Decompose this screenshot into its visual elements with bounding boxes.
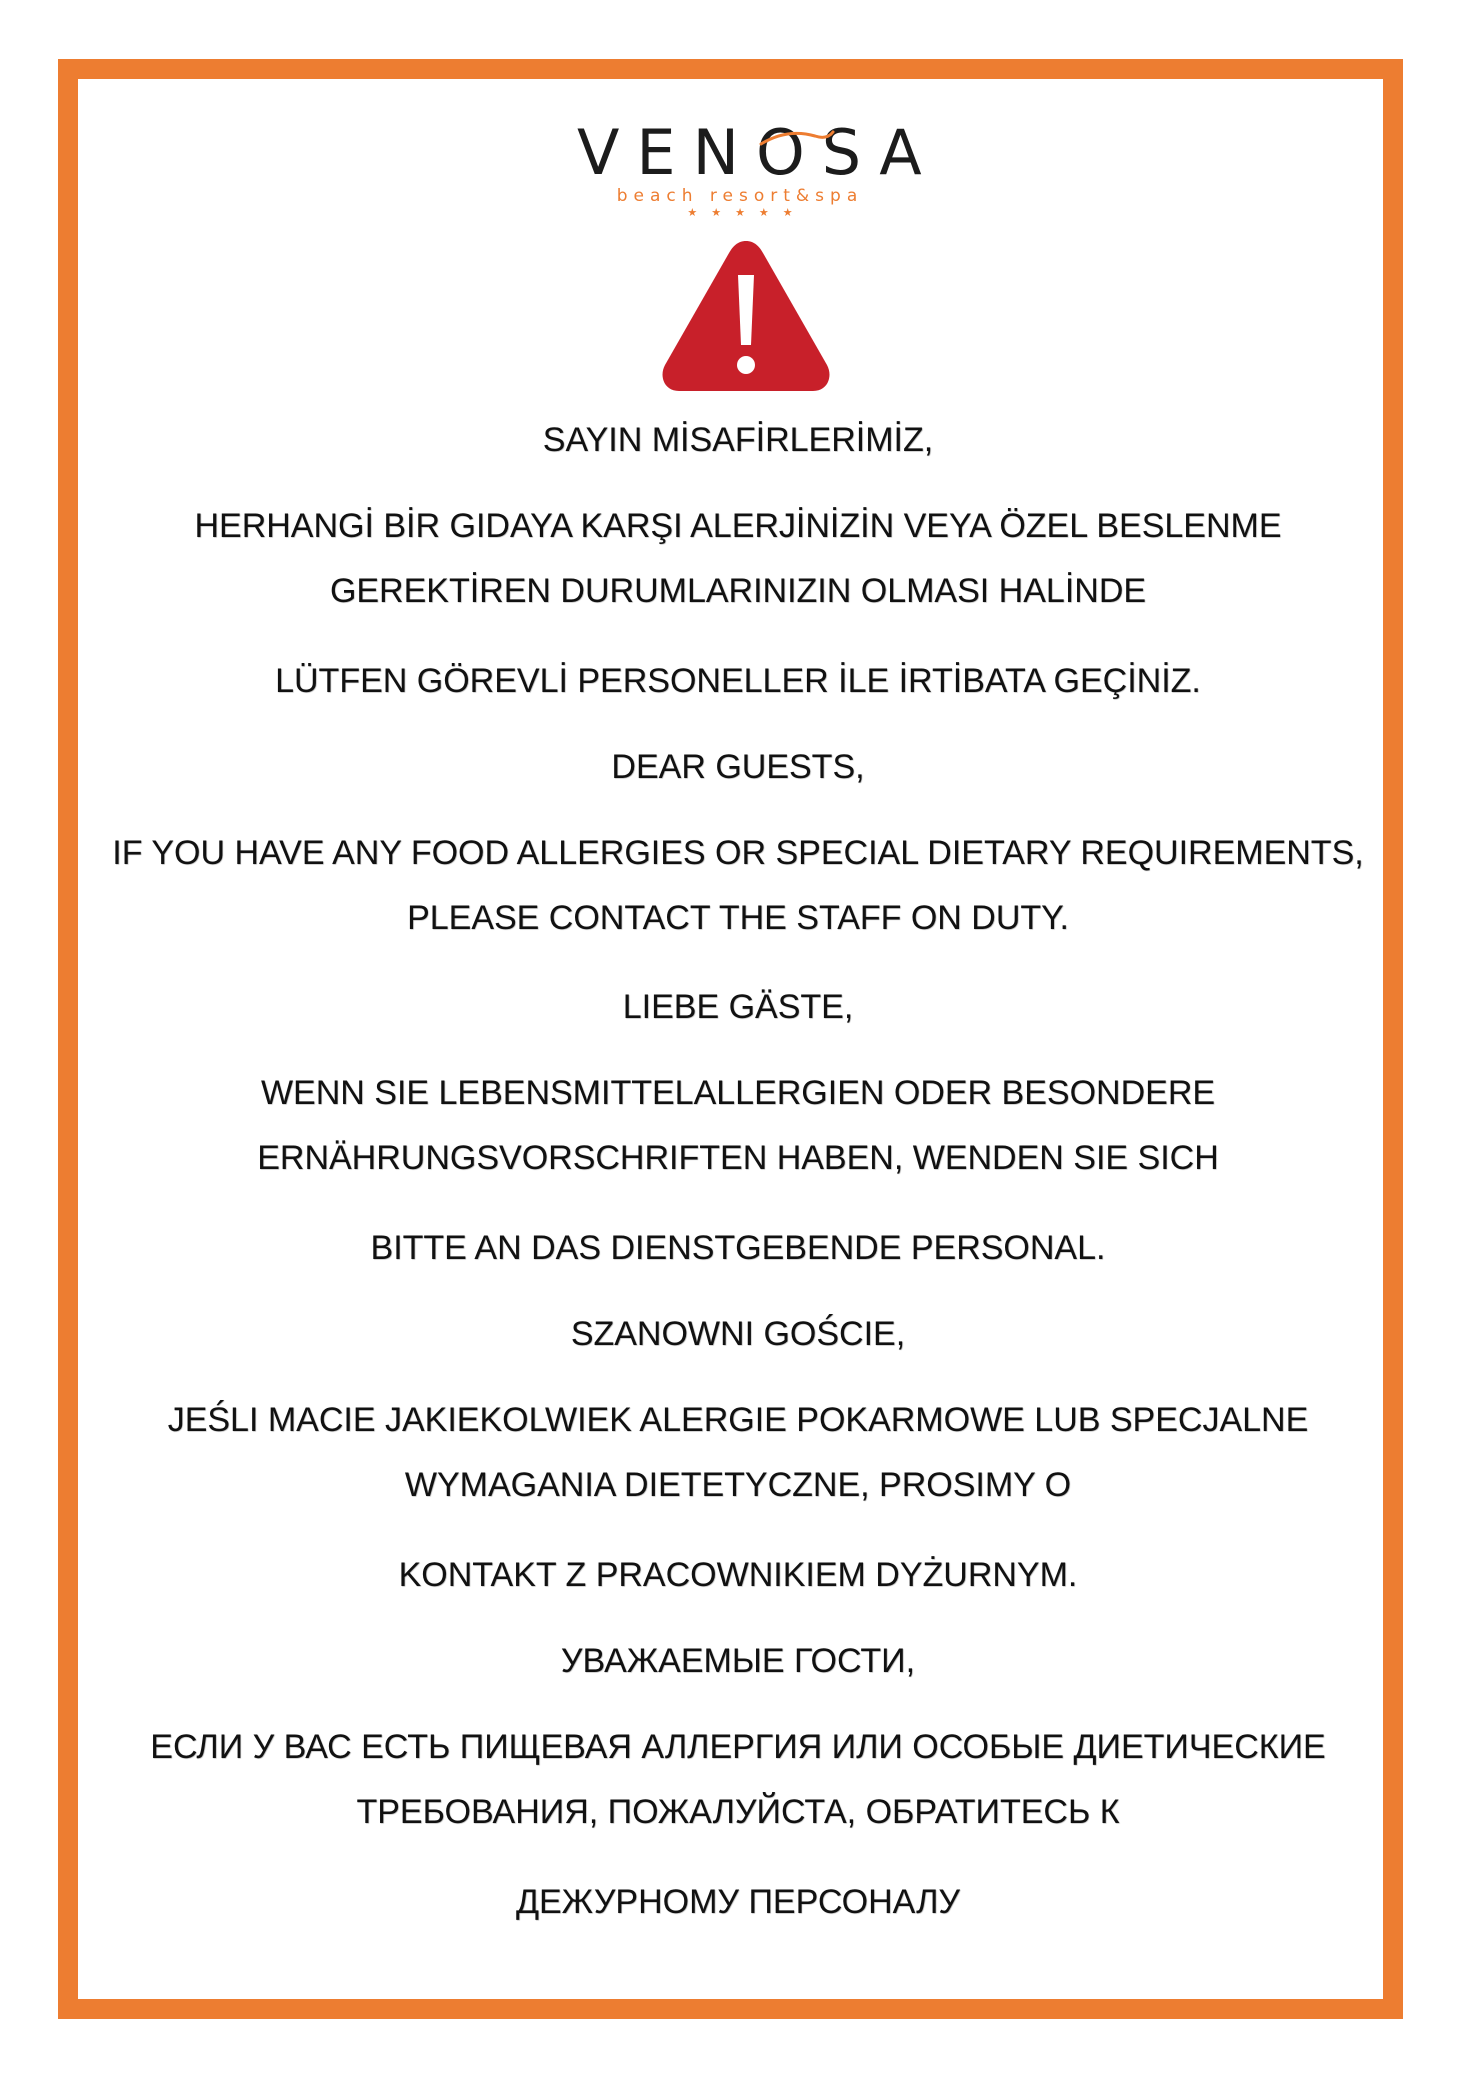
german-line-1: WENN SIE LEBENSMITTELALLERGIEN ODER BESONDERE (260, 1074, 1216, 1112)
logo-swoosh-icon (757, 126, 837, 150)
warning-triangle-icon (655, 233, 837, 399)
logo-wordmark: VENOSA (577, 116, 939, 189)
venosa-logo (560, 116, 939, 228)
turkish-greeting: SAYIN MİSAFİRLERİMİZ, (542, 421, 934, 459)
english-greeting: DEAR GUESTS, (611, 748, 865, 786)
logo-stars: ★★★★★ (687, 207, 807, 219)
polish-line-1: JEŚLI MACIE JAKIEKOLWIEK ALERGIE POKARMOWE LUB SPECJALNE (167, 1401, 1309, 1439)
german-line-3: BITTE AN DAS DIENSTGEBENDE PERSONAL. (370, 1229, 1106, 1267)
russian-line-3: ДЕЖУРНОМУ ПЕРСОНАЛУ (515, 1883, 961, 1921)
german-line-2: ERNÄHRUNGSVORSCHRIFTEN HABEN, WENDEN SIE SICH (257, 1139, 1219, 1177)
english-line-1: IF YOU HAVE ANY FOOD ALLERGIES OR SPECIAL DIETARY REQUIREMENTS, (112, 834, 1364, 872)
polish-greeting: SZANOWNI GOŚCIE, (570, 1315, 906, 1353)
russian-line-1: ЕСЛИ У ВАС ЕСТЬ ПИЩЕВАЯ АЛЛЕРГИЯ ИЛИ ОСОБЫЕ ДИЕТИЧЕСКИЕ (150, 1728, 1326, 1766)
polish-line-2: WYMAGANIA DIETETYCZNE, PROSIMY O (404, 1466, 1072, 1504)
polish-line-3: KONTAKT Z PRACOWNIKIEM DYŻURNYM. (398, 1556, 1078, 1594)
turkish-line-2: GEREKTİREN DURUMLARINIZIN OLMASI HALİNDE (329, 572, 1147, 610)
german-greeting: LIEBE GÄSTE, (622, 988, 854, 1026)
english-line-2: PLEASE CONTACT THE STAFF ON DUTY. (407, 899, 1069, 937)
russian-greeting: УВАЖАЕМЫЕ ГОСТИ, (560, 1642, 916, 1680)
russian-line-2: ТРЕБОВАНИЯ, ПОЖАЛУЙСТА, ОБРАТИТЕСЬ К (356, 1793, 1120, 1831)
turkish-line-3: LÜTFEN GÖREVLİ PERSONELLER İLE İRTİBATA GEÇİNİZ. (275, 662, 1201, 700)
logo-subtitle: beach resort&spa (616, 186, 864, 206)
turkish-line-1: HERHANGİ BİR GIDAYA KARŞI ALERJİNİZİN VEYA ÖZEL BESLENME (194, 507, 1282, 545)
